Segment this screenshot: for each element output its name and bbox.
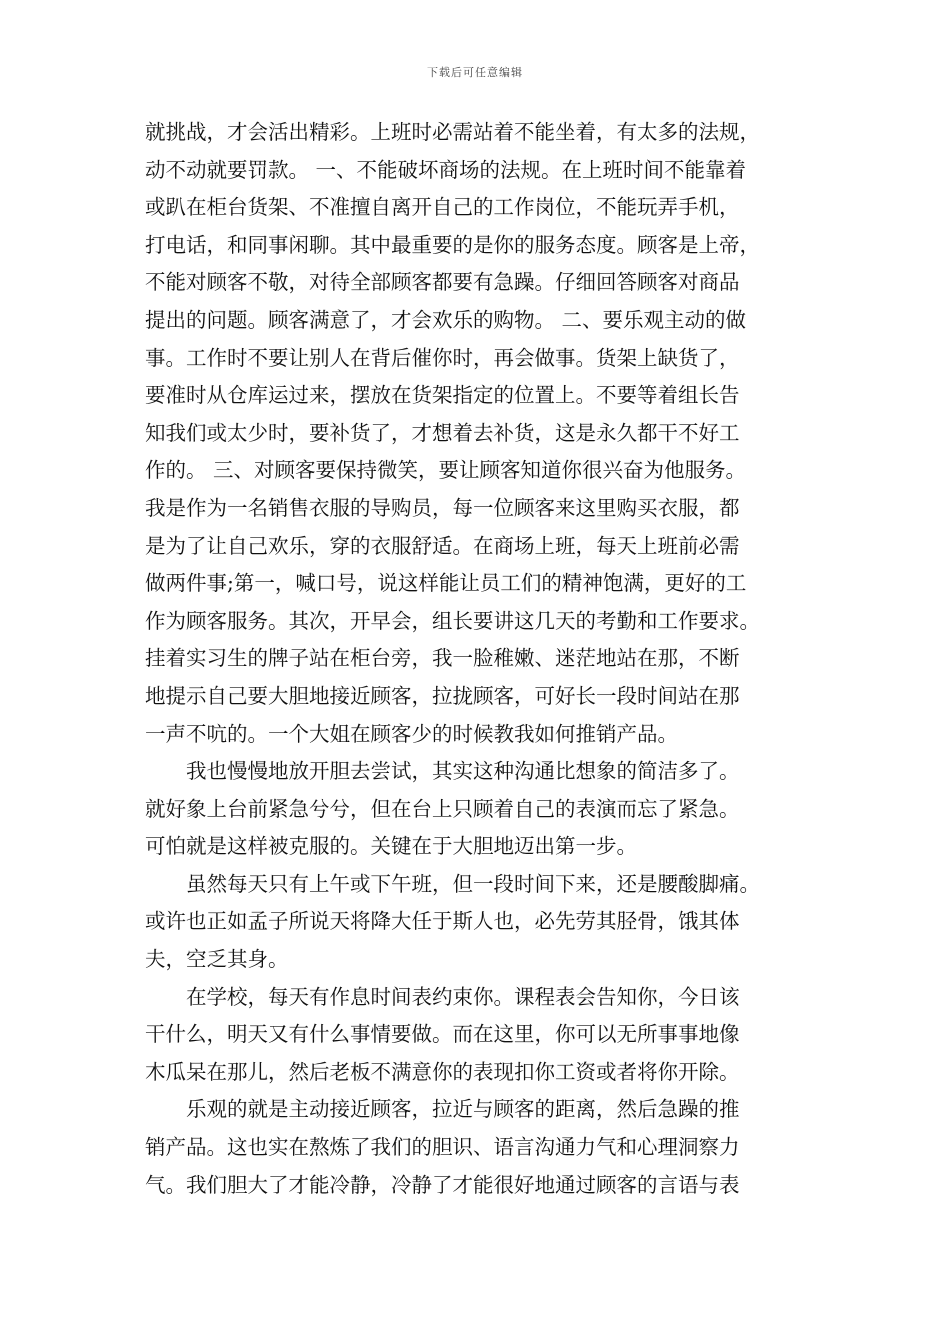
text-line: 知我们或太少时，要补货了，才想着去补货，这是永久都干不好工 [145,420,740,445]
text-line: 可怕就是这样被克服的。关键在于大胆地迈出第一步。 [145,834,637,859]
text-line: 提出的问题。顾客满意了，才会欢乐的购物。 二、要乐观主动的做 [145,307,747,332]
text-line: 就好象上台前紧急兮兮，但在台上只顾着自己的表演而忘了紧急。 [145,796,740,821]
text-line: 我是作为一名销售衣服的导购员，每一位顾客来这里购买衣服，都 [145,495,740,520]
text-line: 或趴在柜台货架、不准擅自离开自己的工作岗位，不能玩弄手机， [145,195,740,220]
text-line: 木瓜呆在那儿，然后老板不满意你的表现扣你工资或者将你开除。 [145,1059,740,1084]
text-line: 夫，空乏其身。 [145,947,289,972]
text-line: 地提示自己要大胆地接近顾客，拉拢顾客，可好长一段时间站在那 [145,683,740,708]
paragraph-first-line: 我也慢慢地放开胆去尝试，其实这种沟通比想象的简洁多了。 [186,759,740,784]
text-line: 一声不吭的。一个大姐在顾客少的时候教我如何推销产品。 [145,721,678,746]
text-line: 或许也正如孟子所说天将降大任于斯人也，必先劳其胫骨，饿其体 [145,909,740,934]
text-line: 是为了让自己欢乐，穿的衣服舒适。在商场上班，每天上班前必需 [145,533,740,558]
paragraph-first-line: 虽然每天只有上午或下午班，但一段时间下来，还是腰酸脚痛。 [186,871,760,896]
text-line: 作为顾客服务。其次，开早会，组长要讲这几天的考勤和工作要求。 [145,608,760,633]
page-header: 下载后可任意编辑 [427,66,523,79]
text-line: 事。工作时不要让别人在背后催你时，再会做事。货架上缺货了， [145,345,740,370]
text-line: 不能对顾客不敬，对待全部顾客都要有急躁。仔细回答顾客对商品 [145,270,740,295]
text-line: 打电话，和同事闲聊。其中最重要的是你的服务态度。顾客是上帝， [145,232,760,257]
text-line: 就挑战，才会活出精彩。上班时必需站着不能坐着，有太多的法规， [145,120,760,144]
text-line: 要准时从仓库运过来，摆放在货架指定的位置上。不要等着组长告 [145,383,740,408]
text-line: 作的。 三、对顾客要保持微笑，要让顾客知道你很兴奋为他服务。 [145,458,747,483]
text-line: 销产品。这也实在熬炼了我们的胆识、语言沟通力气和心理洞察力 [145,1135,740,1160]
text-line: 挂着实习生的牌子站在柜台旁，我一脸稚嫩、迷茫地站在那，不断 [145,646,740,671]
paragraph-first-line: 在学校，每天有作息时间表约束你。课程表会告知你，今日该 [186,984,740,1009]
text-line: 干什么，明天又有什么事情要做。而在这里，你可以无所事事地像 [145,1022,740,1047]
document-body [145,114,813,1204]
text-line: 动不动就要罚款。 一、不能破坏商场的法规。在上班时间不能靠着 [145,157,747,182]
text-line: 气。我们胆大了才能冷静，冷静了才能很好地通过顾客的言语与表 [145,1172,740,1197]
text-line: 做两件事;第一，喊口号，说这样能让员工们的精神饱满，更好的工 [145,571,747,596]
paragraph-first-line: 乐观的就是主动接近顾客，拉近与顾客的距离，然后急躁的推 [186,1097,740,1122]
